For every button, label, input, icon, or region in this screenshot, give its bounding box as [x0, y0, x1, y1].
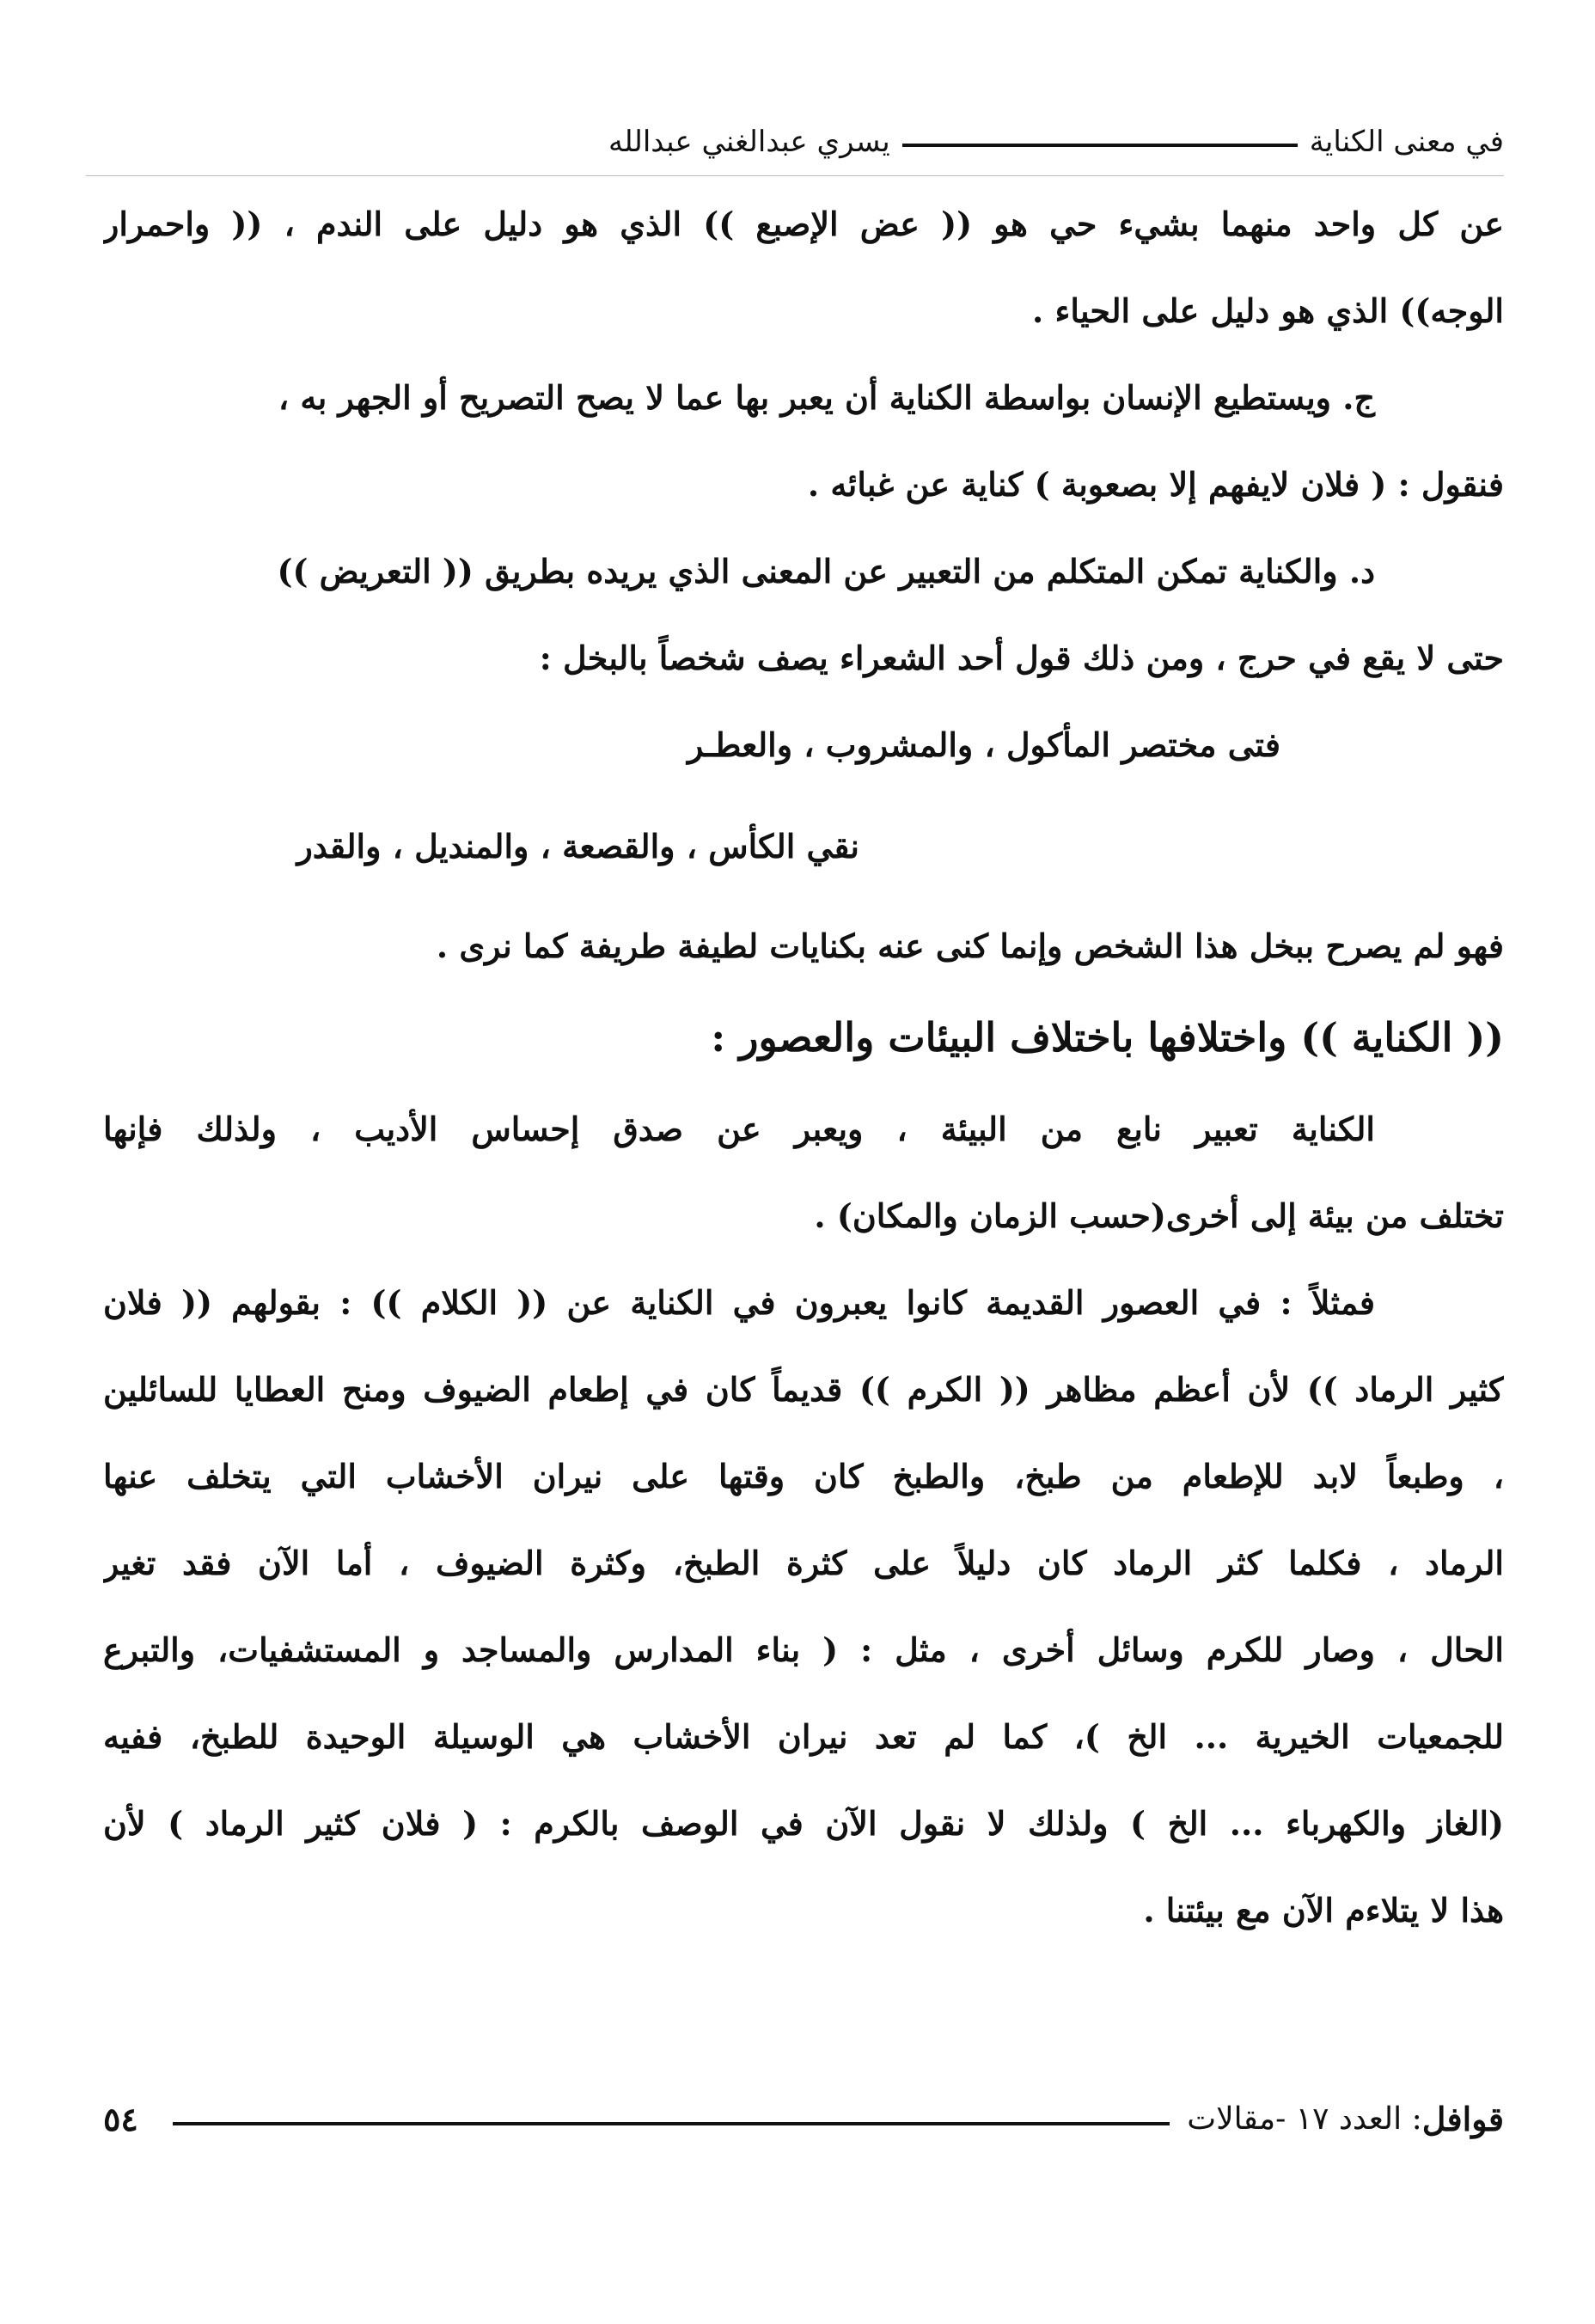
- author-name: يسري عبدالغني عبدالله: [608, 125, 890, 159]
- page-footer: [103, 2089, 1504, 2149]
- paragraph-line: كثير الرماد )) لأن أعظم مظاهر (( الكرم )) قديماً كان في إطعام الضيوف ومنح العطايا للسائلين: [103, 1370, 1504, 1409]
- paragraph-line: الحال ، وصار للكرم وسائل أخرى ، مثل : ( بناء المدارس والمساجد و المستشفيات، والتبرع: [103, 1630, 1504, 1669]
- article-body: [103, 199, 1504, 1972]
- paragraph-line: (الغاز والكهرباء ... الخ ) ولذلك لا نقول الآن في الوصف بالكرم : ( فلان كثير الرماد ) لأن: [103, 1804, 1504, 1843]
- verse-line-1: فتى مختصر المأكول ، والمشروب ، والعطـر: [687, 725, 1280, 764]
- paragraph-line: هذا لا يتلاءم الآن مع بيئتنا .: [1143, 1891, 1504, 1930]
- footer-divider: [173, 2122, 1170, 2125]
- running-title: في معنى الكناية: [1309, 125, 1504, 159]
- body-line: حتى لا يقع في حرج ، ومن ذلك قول أحد الشعراء يصف شخصاً بالبخل :: [539, 639, 1504, 677]
- paragraph-line: الكناية تعبير نابع من البيئة ، ويعبر عن صدق إحساس الأديب ، ولذلك فإنها: [103, 1110, 1375, 1148]
- section-heading: (( الكناية )) واختلافها باختلاف البيئات والعصور :: [711, 1014, 1504, 1061]
- header-rule: [86, 175, 1504, 176]
- body-line: ج. ويستطيع الإنسان بواسطة الكناية أن يعبر بها عما لا يصح التصريح أو الجهر به ،: [278, 378, 1375, 417]
- body-line: فنقول : ( فلان لايفهم إلا بصعوبة ) كناية عن غبائه .: [807, 465, 1504, 504]
- page-header: [86, 112, 1504, 172]
- body-line: د. والكناية تمكن المتكلم من التعبير عن المعنى الذي يريده بطريق (( التعريض )): [277, 552, 1375, 590]
- verse-line-2: نقي الكأس ، والقصعة ، والمنديل ، والقدر: [296, 827, 859, 865]
- body-line: الوجه)) الذي هو دليل على الحياء .: [1032, 291, 1504, 330]
- paragraph-line: للجمعيات الخيرية ... الخ )، كما لم تعد نيران الأخشاب هي الوسيلة الوحيدة للطبخ، ففيه: [103, 1717, 1504, 1756]
- header-divider: [902, 144, 1298, 147]
- body-line: عن كل واحد منهما بشيء حي هو (( عض الإصبع )) الذي هو دليل على الندم ، (( واحمرار: [103, 205, 1504, 243]
- issue-label: : العدد ١٧ -مقالات: [1187, 2101, 1422, 2137]
- paragraph-line: فمثلاً : في العصور القديمة كانوا يعبرون في الكناية عن (( الكلام )) : بقولهم (( فلان: [103, 1283, 1375, 1322]
- paragraph-line: ، وطبعاً لابد للإطعام من طبخ، والطبخ كان وقتها على نيران الأخشاب التي يتخلف عنها: [103, 1457, 1504, 1495]
- page-number: ٥٤: [103, 2099, 138, 2138]
- paragraph-line: تختلف من بيئة إلى أخرى(حسب الزمان والمكان) .: [814, 1196, 1504, 1235]
- body-line: فهو لم يصرح ببخل هذا الشخص وإنما كنى عنه بكنايات لطيفة طريفة كما نرى .: [436, 927, 1504, 965]
- magazine-name: قوافل: [1421, 2099, 1504, 2138]
- paragraph-line: الرماد ، فكلما كثر الرماد كان دليلاً على كثرة الطبخ، وكثرة الضيوف ، أما الآن فقد تغير: [103, 1544, 1504, 1582]
